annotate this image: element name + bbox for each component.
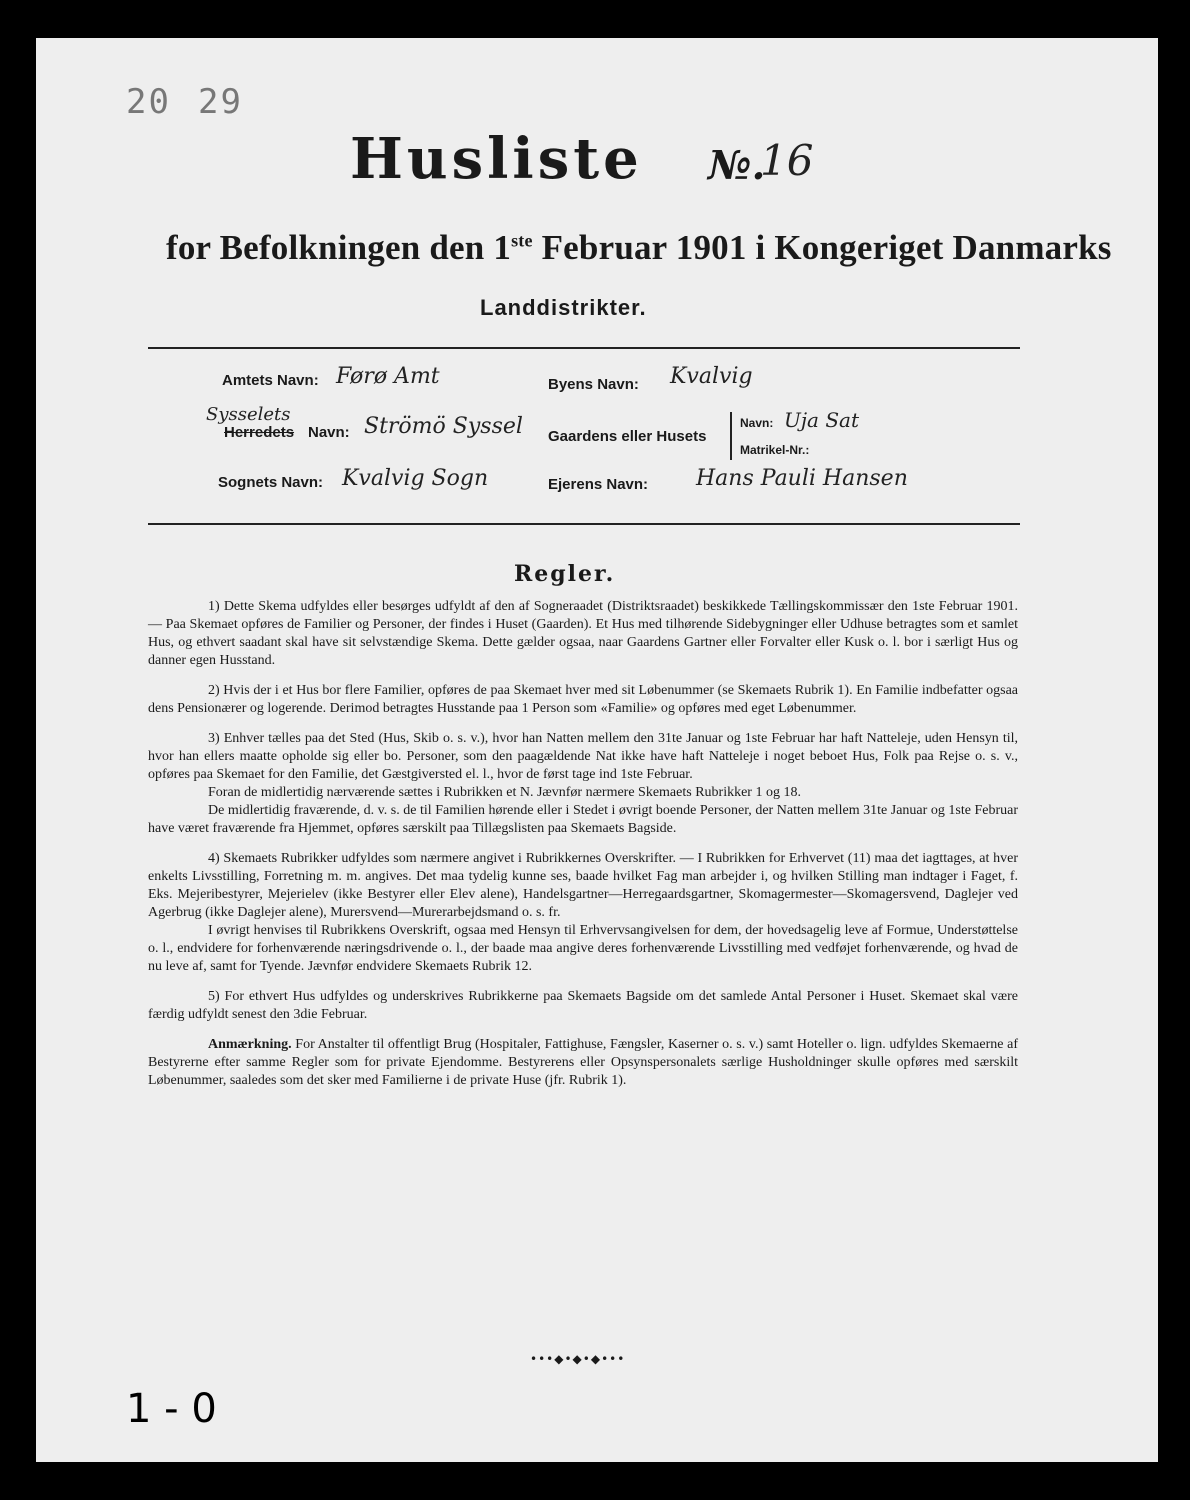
ejer-value: Hans Pauli Hansen	[696, 466, 908, 491]
matrikel-label: Matrikel-Nr.:	[740, 443, 810, 457]
amt-label: Amtets Navn:	[222, 372, 319, 389]
gaard-label: Gaardens eller Husets	[548, 428, 707, 445]
by-label: Byens Navn:	[548, 376, 639, 393]
ejer-label: Ejerens Navn:	[548, 476, 649, 493]
rule-3c: De midlertidig fraværende, d. v. s. de til Familien hørende eller i Stedet i øvrigt boende Personer, der Natten mellem 31te Januar og 1ste Februar have været fraværende fra Hjemmet, opføres særskilt paa Tillægslisten paa Skemaets Bagside.	[148, 803, 1018, 836]
annotation-label: Anmærkning.	[208, 1037, 292, 1052]
herred-label: Herredets	[224, 424, 295, 441]
corner-number-left: 20	[126, 82, 171, 122]
bottom-rule	[148, 523, 1020, 525]
subtitle-pre: for Befolkningen den 1	[166, 228, 512, 267]
page-title: Husliste	[350, 126, 643, 192]
corner-number-right: 29	[198, 82, 243, 122]
census-sheet	[36, 38, 1158, 1462]
subtitle-post: Februar 1901 i Kongeriget Danmarks	[532, 228, 1112, 267]
rule-3b: Foran de midlertidig nærværende sættes i Rubrikken et N. Jævnfør nærmere Skemaets Rubrikker 1 og 18.	[208, 785, 801, 800]
rules-title: Regler.	[514, 561, 616, 587]
subtitle	[166, 228, 1112, 268]
rule-4b: I øvrigt henvises til Rubrikkens Overskrift, ogsaa med Hensyn til Erhvervsangivelsen for dem, der hovedsagelig leve af Formue, Understøttelse o. l., endvidere for forhenværende næringsdrivende o. l., der baade maa angive deres forhenværende Livsstilling med vedføjet forhenværende, og hvad de nu leve af, samt for Tyende. Jævnfør endvidere Skemaets Rubrik 12.	[148, 923, 1018, 974]
bottom-handwritten-mark: 1 - 0	[126, 1386, 217, 1432]
by-value: Kvalvig	[670, 364, 753, 389]
herred-correction: Sysselets	[206, 404, 291, 425]
top-rule	[148, 347, 1020, 349]
sogn-label: Sognets Navn:	[218, 474, 324, 491]
rule-1: 1) Dette Skema udfyldes eller besørges udfyldt af den af Sogneraadet (Distriktsraadet) beskikkede Tællingskommissær den 1ste Februar 1901. — Paa Skemaet opføres de Familier og Personer, der findes i Huset (Gaarden). Et Hus med tilhørende Sidebygninger eller Udhuse betragtes som et samlet Hus, og ethvert saadant skal have sit selvstændige Skema. Dette gælder ogsaa, naar Gaardens Gartner eller Forvalter eller Kusk o. l. bor i særligt Hus og danner egen Husstand.	[148, 599, 1018, 668]
gaard-navn-value: Uja Sat	[784, 408, 859, 432]
rule-2: 2) Hvis der i et Hus bor flere Familier, opføres de paa Skemaet hver med sit Løbenummer (se Skemaets Rubrik 1). En Familie indbefatter ogsaa dens Pensionærer og logerende. Derimod betragtes Husstande paa 1 Person som «Familie» og opføres med eget Løbenummer.	[148, 683, 1018, 716]
gaard-navn-label: Navn:	[740, 416, 774, 430]
district-type: Landdistrikter.	[480, 295, 647, 320]
ornament: •••◆•◆•◆•••	[530, 1352, 626, 1366]
herred-value: Strömö Syssel	[364, 414, 523, 439]
rule-5: 5) For ethvert Hus udfyldes og underskrives Rubrikkerne paa Skemaets Bagside om det samlede Antal Personer i Huset. Skemaet skal være færdig udfyldt senest den 3die Februar.	[148, 989, 1018, 1022]
gaard-bracket	[730, 412, 732, 460]
subtitle-sup: ste	[511, 230, 533, 251]
annotation: Anmærkning. For Anstalter til offentligt Brug (Hospitaler, Fattighuse, Fængsler, Kaserner o. s. v.) samt Hoteller o. lign. udfyldes Skemaerne af Bestyrerne efter samme Regler som for private Ejendomme. Bestyrerens eller Opsynspersonalets særlige Husholdninger skulle opføres med særskilt Løbenummer, saaledes som det sker med Familierne i de private Huse (jfr. Rubrik 1).	[148, 1037, 1019, 1088]
rule-4: 4) Skemaets Rubrikker udfyldes som nærmere angivet i Rubrikkernes Overskrifter. — I Rubrikken for Erhvervet (11) maa det iagttages, at hver enkelts Livsstilling, Forretning m. m. angives. Det maa tydelig kunne ses, baade hvilket Fag man arbejder i, og hvilken Stilling man indtager i Faget, f. Eks. Mejeribestyrer, Mejerielev (ikke Bestyrer eller Elev alene), Handelsgartner—Herregaardsgartner, Skomagermester—Skomagersvend, Daglejer ved Agerbrug (ikke Daglejer alene), Murersvend—Murerarbejdsmand o. s. fr.	[148, 851, 1018, 920]
sogn-value: Kvalvig Sogn	[342, 466, 489, 491]
amt-value: Førø Amt	[336, 364, 440, 389]
herred-navn-label: Navn:	[308, 424, 350, 441]
rules-body	[148, 598, 1018, 1090]
house-number: 16	[760, 136, 814, 185]
rule-3: 3) Enhver tælles paa det Sted (Hus, Skib o. s. v.), hvor han Natten mellem den 31te Januar og 1ste Februar har haft Natteleje, uden Hensyn til, hvor han ellers maatte opholde sig eller bo. Personer, som den paagældende Nat ikke have haft Natteleje i noget beboet Hus, Folk paa Rejse o. s. v., opføres paa Skemaet for den Familie, det Gæstgiversted el. l., hvor de først tage ind 1ste Februar.	[148, 731, 1018, 782]
number-sign: №.	[708, 142, 766, 189]
